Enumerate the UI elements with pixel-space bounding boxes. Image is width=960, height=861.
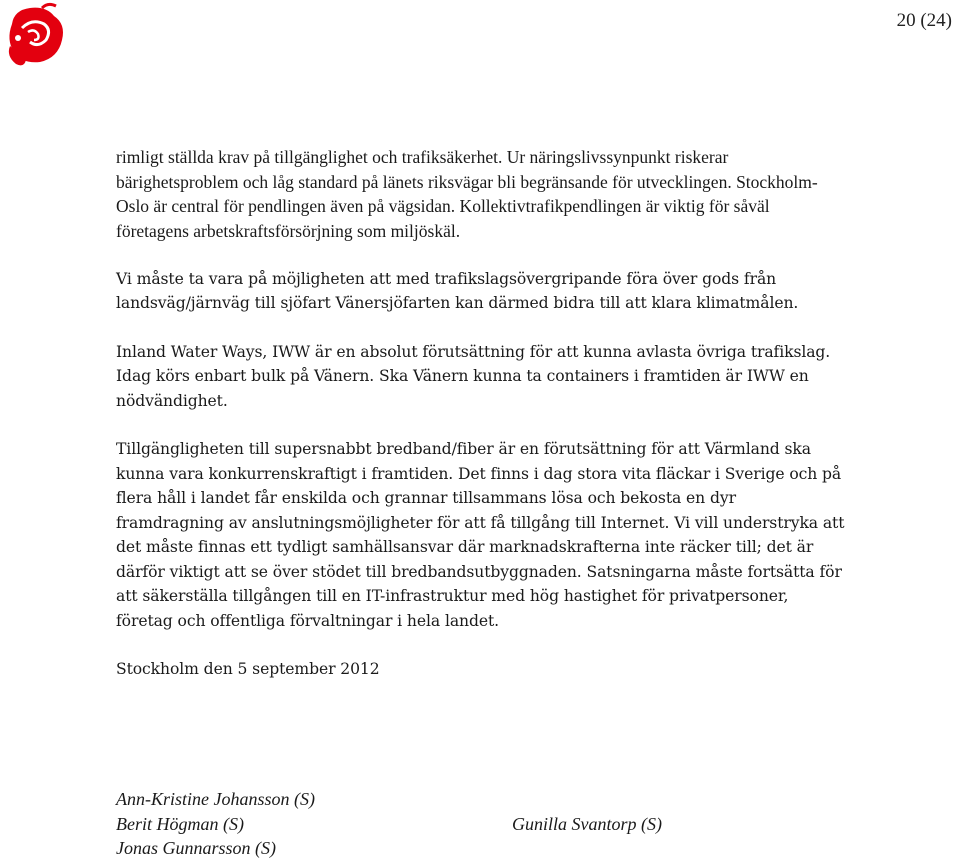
page-number: 20 (24) [896,10,952,31]
signature-block [116,787,846,861]
place-date: Stockholm den 5 september 2012 [116,660,380,679]
paragraph-2: Vi måste ta vara på möjligheten att med trafikslagsövergripande föra över gods från landsväg/järnväg till sjöfart Vänersjöfarten kan därmed bidra till att klara klimatmålen. [116,269,799,313]
paragraph-3: Inland Water Ways, IWW är en absolut förutsättning för att kunna avlasta övriga trafikslag. Idag körs enbart bulk på Vänern. Ska Vänern kunna ta containers i framtiden är IWW en nödvändighet. [116,342,831,410]
paragraph-1: rimligt ställda krav på tillgänglighet och trafiksäkerhet. Ur näringslivssynpunkt riskerar bärighetsproblem och låg standard på länets riksvägar bli begränsande för utvecklingen. Stockholm-Oslo är central för pendlingen även på vägsidan. Kollektivtrafikpendlingen är viktig för såväl företagens arbetskraftsförsörjning som miljöskäl. [116,147,818,242]
signature-3: Jonas Gunnarsson (S) [116,838,276,858]
signature-4: Gunilla Svantorp (S) [512,813,662,834]
document-body [116,145,846,682]
signature-1: Ann-Kristine Johansson (S) [116,789,315,809]
signature-2: Berit Högman (S) [116,813,244,834]
rose-logo-icon [2,2,72,72]
paragraph-4: Tillgängligheten till supersnabbt bredband/fiber är en förutsättning för att Värmland ska kunna vara konkurrenskraftigt i framtiden. Det finns i dag stora vita fläckar i Sverige och på flera håll i landet får enskilda och grannar tillsammans lösa och bekosta en dyr framdragning av anslutningsmöjligheter för att få tillgång till Internet. Vi vill understryka att det måste finnas ett tydligt samhällsansvar där marknadskrafterna inte räcker till; det är därför viktigt att se över stödet till bredbandsutbyggnaden. Satsningarna måste fortsätta för att säkerställa tillgången till en IT-infrastruktur med hög hastighet för privatpersoner, företag och offentliga förvaltningar i hela landet. [116,440,845,630]
